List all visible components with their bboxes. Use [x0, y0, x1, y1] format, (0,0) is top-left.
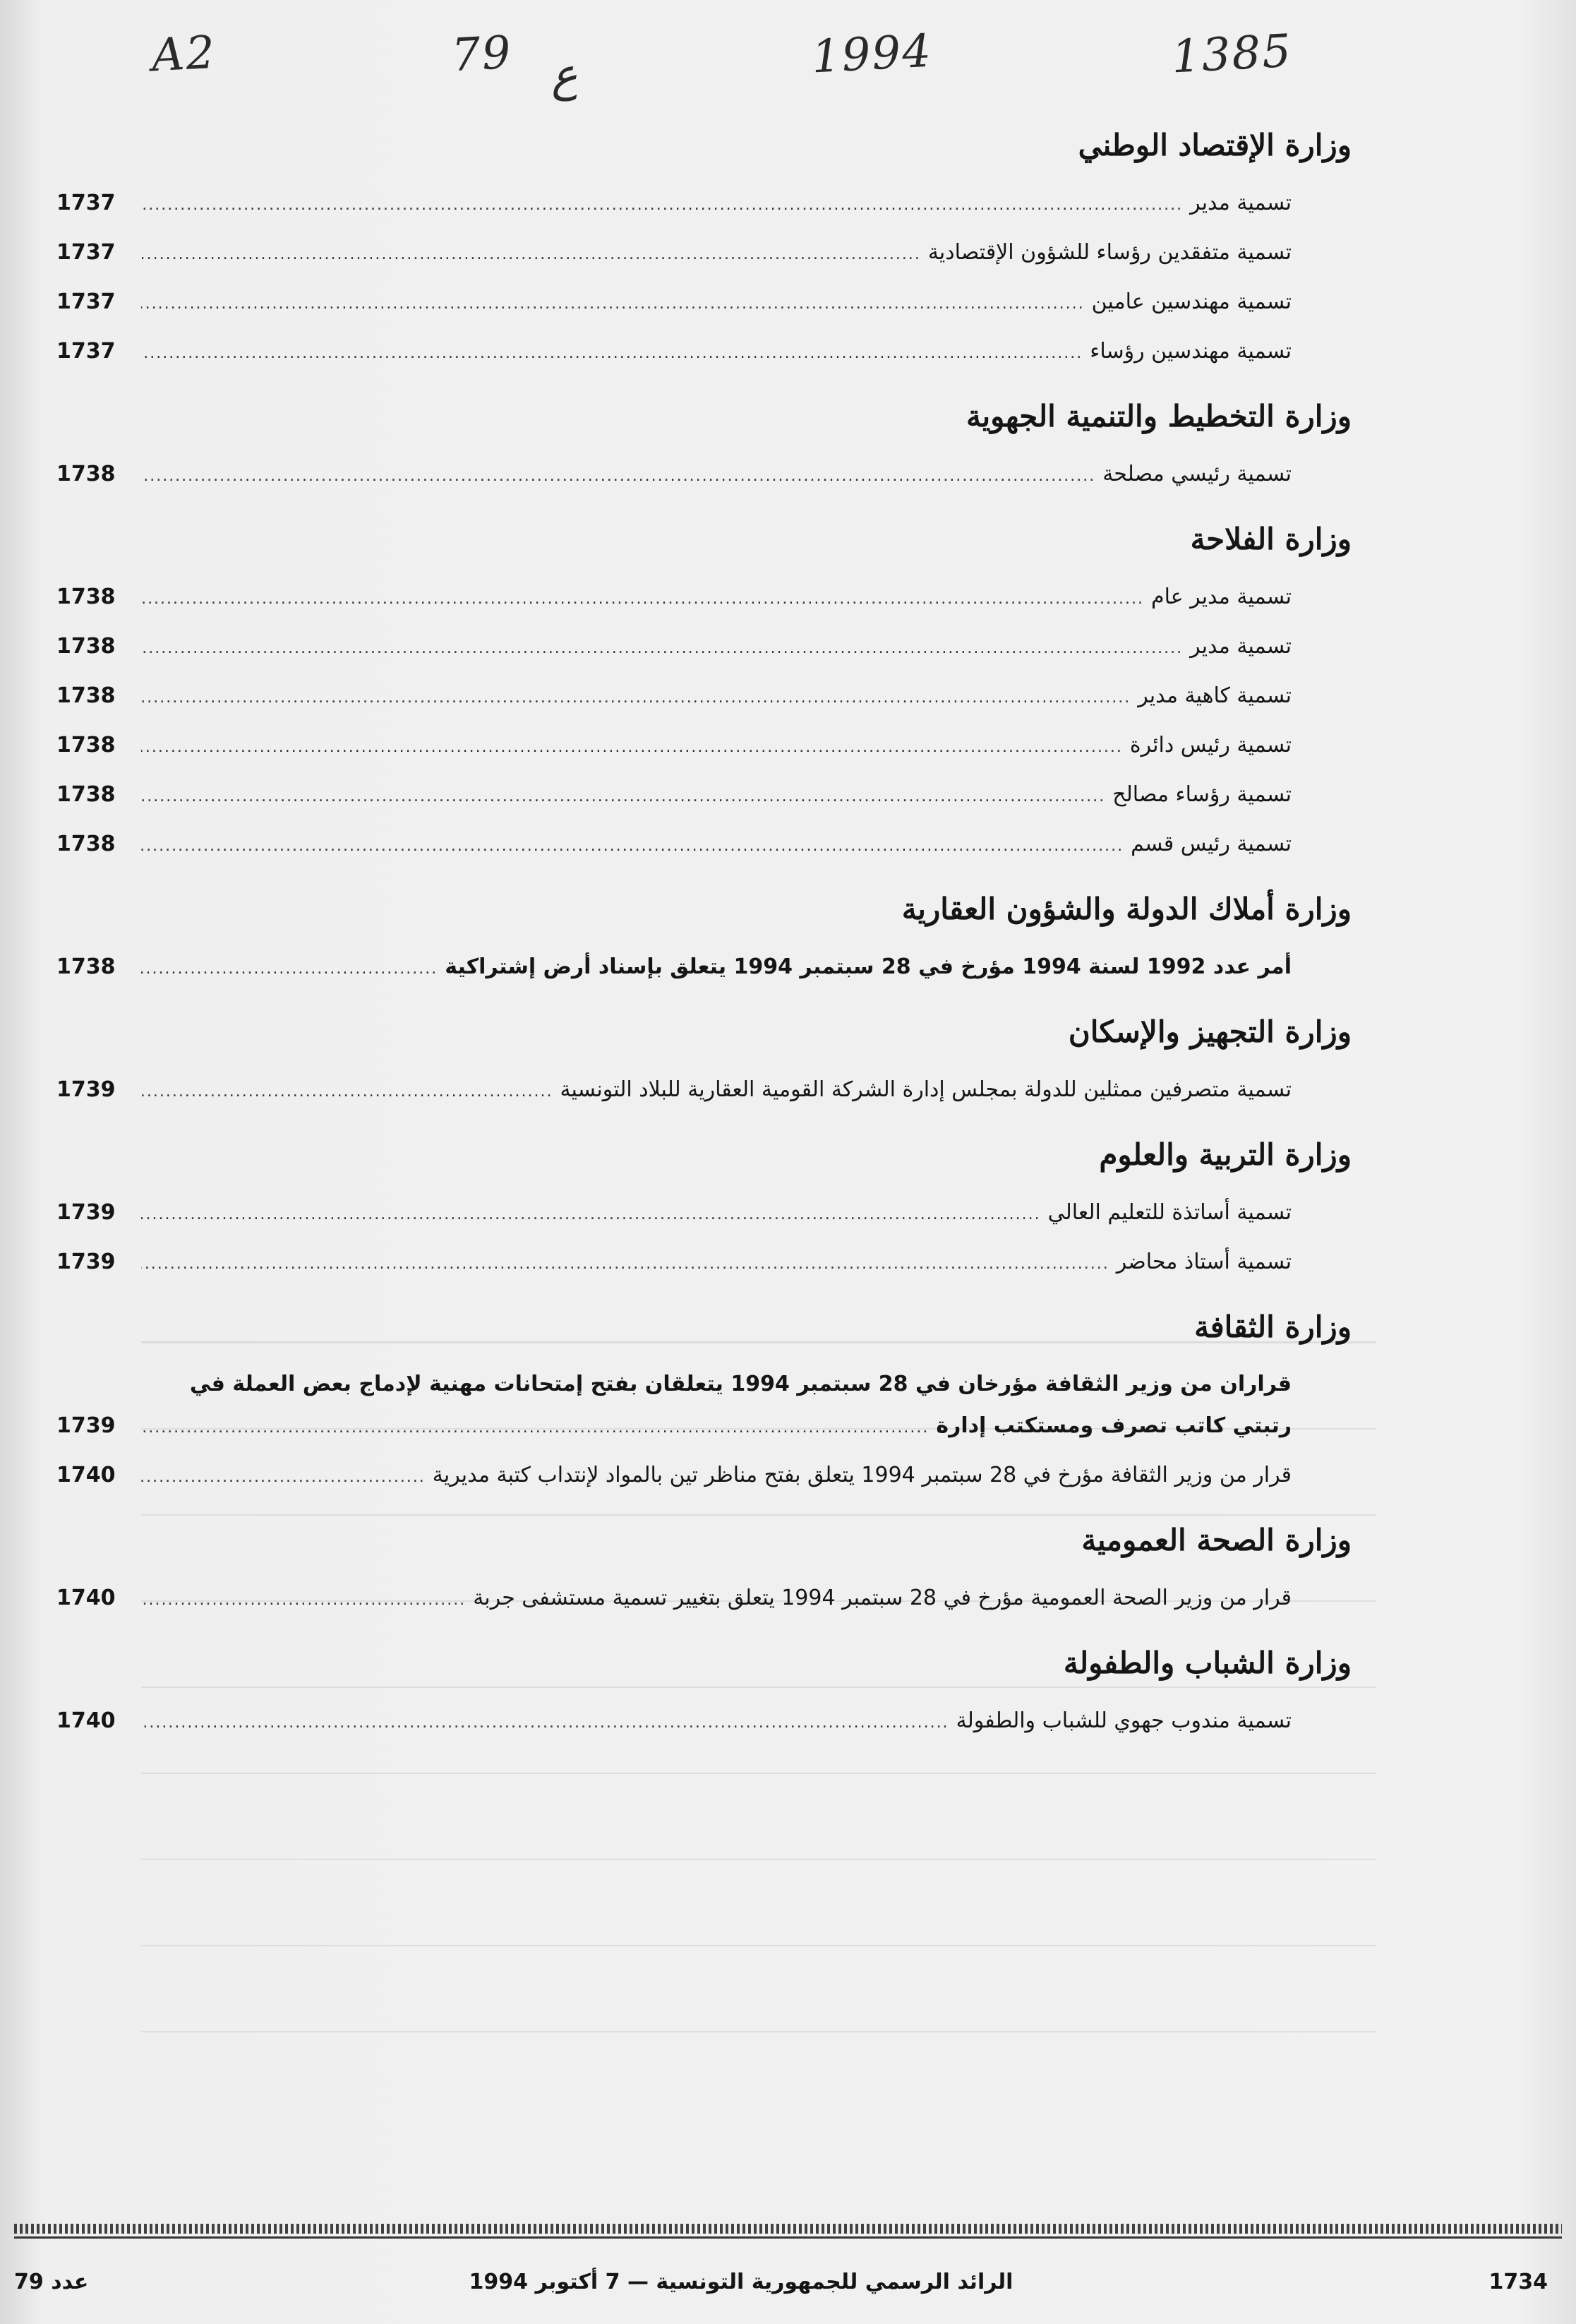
toc-entry [56, 328, 1292, 377]
handwritten-number: 1385 [1170, 25, 1294, 84]
toc-entry [56, 1697, 1292, 1747]
handwritten-year: 1994 [810, 25, 934, 84]
gazette-title: الرائد الرسمي للجمهورية التونسية — 7 أكتوبر 1994 [469, 2270, 1013, 2294]
handwritten-note-left: A2 [150, 26, 217, 83]
section-heading: وزارة الإقتصاد الوطني [1078, 128, 1352, 162]
page-footer [0, 2270, 1576, 2305]
section-heading: وزارة الثقافة [1194, 1310, 1352, 1344]
entry-text: تسمية مندوب جهوي للشباب والطفولة [956, 1708, 1292, 1733]
table-of-contents [56, 106, 1352, 1747]
entry-page: 1738 [56, 634, 116, 659]
section-equipment-housing [56, 993, 1352, 1115]
entry-page: 1738 [56, 832, 116, 856]
section-national-economy [56, 106, 1352, 377]
entry-text: تسمية كاهية مدير [1138, 683, 1292, 708]
issue-number: عدد 79 [14, 2270, 89, 2294]
entry-text-line-1: قراران من وزير الثقافة مؤرخان في 28 سبتمبر 1994 يتعلقان بفتح إمتحانات مهنية لإدماج بعض العملة في [189, 1372, 1292, 1396]
toc-entry [56, 278, 1292, 328]
entry-page: 1739 [56, 1200, 116, 1225]
toc-entry [56, 672, 1292, 721]
handwritten-issue: 79 [450, 26, 514, 83]
toc-entry [56, 820, 1292, 870]
section-planning [56, 377, 1352, 500]
section-heading: وزارة التربية والعلوم [1099, 1137, 1352, 1172]
entry-page: 1739 [56, 1413, 116, 1438]
entry-text: قرار من وزير الثقافة مؤرخ في 28 سبتمبر 1994 يتعلق بفتح مناظر تين بالمواد لإنتداب كتبة مديرية [432, 1463, 1292, 1487]
section-public-health [56, 1501, 1352, 1624]
section-state-property [56, 870, 1352, 993]
handwritten-mark: ع [549, 49, 579, 102]
toc-entry [56, 450, 1292, 500]
section-heading: وزارة الشباب والطفولة [1063, 1646, 1352, 1680]
entry-page: 1738 [56, 683, 116, 708]
entry-page: 1737 [56, 240, 116, 265]
entry-text: تسمية رئيسي مصلحة [1102, 462, 1292, 486]
entry-page: 1738 [56, 954, 116, 979]
toc-entry [56, 1066, 1292, 1115]
section-heading: وزارة الصحة العمومية [1081, 1523, 1352, 1557]
section-heading: وزارة التجهيز والإسكان [1068, 1014, 1352, 1049]
section-heading: وزارة الفلاحة [1190, 522, 1352, 556]
entry-text: تسمية متصرفين ممثلين للدولة بمجلس إدارة الشركة القومية العقارية للبلاد التونسية [560, 1077, 1292, 1102]
entry-text: تسمية رئيس دائرة [1129, 733, 1292, 757]
entry-text: تسمية أستاذ محاضر [1116, 1250, 1292, 1274]
toc-entry [56, 1574, 1292, 1624]
toc-entry [56, 943, 1292, 993]
toc-entry [56, 623, 1292, 672]
entry-page: 1737 [56, 289, 116, 314]
toc-entry [56, 721, 1292, 771]
toc-entry [56, 1402, 1292, 1451]
section-agriculture [56, 500, 1352, 870]
section-heading: وزارة التخطيط والتنمية الجهوية [966, 399, 1352, 433]
section-culture [56, 1288, 1352, 1501]
toc-entry [56, 1189, 1292, 1238]
entry-text: تسمية مهندسين رؤساء [1090, 339, 1292, 364]
entry-text: تسمية رئيس قسم [1131, 832, 1292, 856]
entry-page: 1738 [56, 733, 116, 757]
toc-entry [56, 573, 1292, 623]
entry-text: تسمية رؤساء مصالح [1112, 782, 1292, 807]
entry-page: 1740 [56, 1586, 116, 1610]
entry-text: تسمية مدير [1190, 191, 1292, 215]
toc-entry [56, 771, 1292, 820]
entry-page: 1737 [56, 191, 116, 215]
entry-text: تسمية مهندسين عامين [1091, 289, 1292, 314]
entry-text: رتبتي كاتب تصرف ومستكتب إدارة [936, 1413, 1292, 1438]
section-education [56, 1115, 1352, 1288]
entry-page: 1740 [56, 1708, 116, 1733]
entry-text: قرار من وزير الصحة العمومية مؤرخ في 28 سبتمبر 1994 يتعلق بتغيير تسمية مستشفى جربة [473, 1586, 1292, 1610]
footer-dotted-rule [14, 2224, 1562, 2234]
entry-page: 1738 [56, 585, 116, 609]
footer-rule [14, 2236, 1562, 2239]
entry-text: أمر عدد 1992 لسنة 1994 مؤرخ في 28 سبتمبر 1994 يتعلق بإسناد أرض إشتراكية [445, 954, 1292, 979]
entry-text: تسمية مدير [1190, 634, 1292, 659]
page-number: 1734 [1488, 2270, 1548, 2294]
entry-text: تسمية أساتذة للتعليم العالي [1047, 1200, 1292, 1225]
entry-text: تسمية مدير عام [1151, 585, 1292, 609]
entry-page: 1739 [56, 1250, 116, 1274]
entry-page: 1737 [56, 339, 116, 364]
section-youth-childhood [56, 1624, 1352, 1747]
entry-page: 1738 [56, 462, 116, 486]
entry-page: 1738 [56, 782, 116, 807]
entry-text: تسمية متفقدين رؤساء للشؤون الإقتصادية [927, 240, 1292, 265]
toc-entry [56, 1238, 1292, 1288]
entry-page: 1740 [56, 1463, 116, 1487]
toc-entry [56, 1451, 1292, 1501]
toc-entry [56, 229, 1292, 278]
entry-page: 1739 [56, 1077, 116, 1102]
toc-entry [56, 179, 1292, 229]
section-heading: وزارة أملاك الدولة والشؤون العقارية [901, 892, 1352, 926]
